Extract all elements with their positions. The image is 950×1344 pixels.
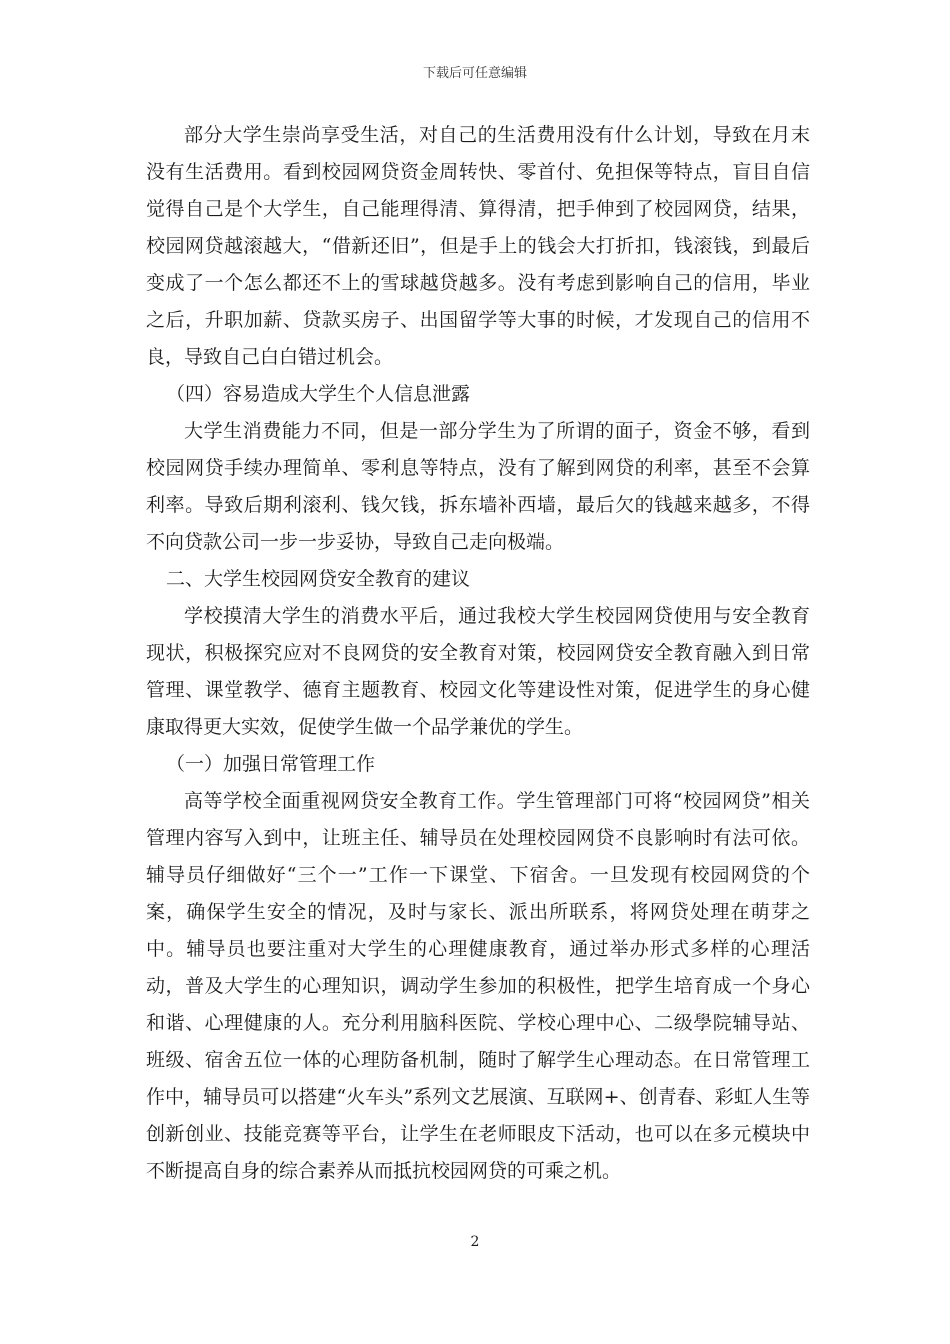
paragraph: 部分大学生崇尚享受生活，对自己的生活费用没有什么计划，导致在月末没有生活费用。看到校园网贷资金周转快、零首付、免担保等特点，盲目自信觉得自己是个大学生，自己能理得清、算得清，把手伸到了校园网贷，结果，校园网贷越滚越大，“借新还旧”，但是手上的钱会大打折扣，钱滚钱，到最后变成了一个怎么都还不上的雪球越贷越多。没有考虑到影响自己的信用，毕业之后，升职加薪、贷款买房子、出国留学等大事的时候，才发现自己的信用不良，导致自己白白错过机会。 <box>146 124 810 368</box>
paragraph: 学校摸清大学生的消费水平后，通过我校大学生校园网贷使用与安全教育现状，积极探究应对不良网贷的安全教育对策，校园网贷安全教育融入到日常管理、课堂教学、德育主题教育、校园文化等建设性对策，促进学生的身心健康取得更大实效，促使学生做一个品学兼优的学生。 <box>146 605 810 738</box>
paragraph: 大学生消费能力不同，但是一部分学生为了所谓的面子，资金不够，看到校园网贷手续办理简单、零利息等特点，没有了解到网贷的利率，甚至不会算利率。导致后期利滚利、钱欠钱，拆东墙补西墙，最后欠的钱越来越多，不得不向贷款公司一步一步妥协，导致自己走向极端。 <box>146 420 810 553</box>
document-body <box>146 117 810 1190</box>
paragraph: 高等学校全面重视网贷安全教育工作。学生管理部门可将“校园网贷”相关管理内容写入到中，让班主任、辅导员在处理校园网贷不良影响时有法可依。辅导员仔细做好“三个一”工作一下课堂、下宿舍。一旦发现有校园网贷的个案，确保学生安全的情况，及时与家长、派出所联系，将网贷处理在萌芽之中。辅导员也要注重对大学生的心理健康教育，通过举办形式多样的心理活动，普及大学生的心理知识，调动学生参加的积极性，把学生培育成一个身心和谐、心理健康的人。充分利用脑科医院、学校心理中心、二级學院辅导站、班级、宿舍五位一体的心理防备机制，随时了解学生心理动态。在日常管理工作中，辅导员可以搭建“火车头”系列文艺展演、互联网+、创青春、彩虹人生等创新创业、技能竞赛等平台，让学生在老师眼皮下活动，也可以在多元模块中不断提高自身的综合素养从而抵抗校园网贷的可乘之机。 <box>146 790 810 1182</box>
section-heading: （一）加强日常管理工作 <box>166 753 376 775</box>
page-number: 2 <box>470 1234 480 1250</box>
page-header: 下载后可任意编辑 <box>422 66 527 81</box>
section-heading: 二、大学生校园网贷安全教育的建议 <box>166 568 471 590</box>
section-heading: （四）容易造成大学生个人信息泄露 <box>166 383 471 405</box>
